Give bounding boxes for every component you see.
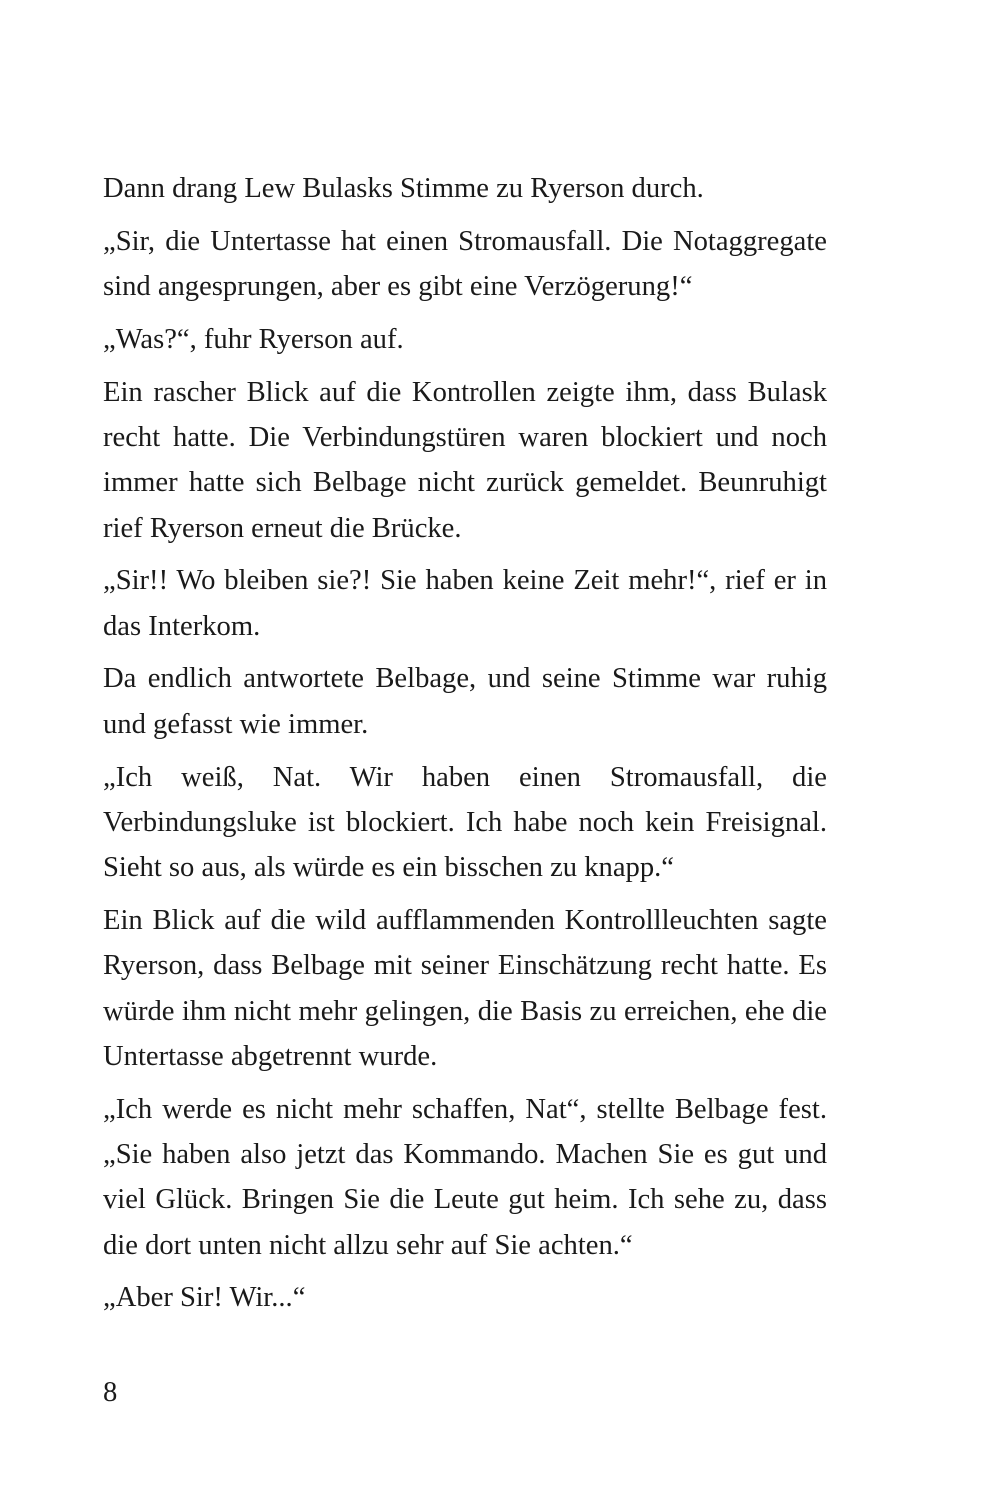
paragraph: „Ich weiß, Nat. Wir haben einen Stromausfall, die Verbindungsluke ist blockiert. Ich habe noch kein Freisignal. Sieht so aus, als würde es ein bisschen zu knapp.“ — [103, 761, 827, 884]
paragraph: Ein Blick auf die wild aufflammenden Kontrollleuchten sagte Ryerson, dass Belbage mit seiner Einschätzung recht hatte. Es würde ihm nicht mehr gelingen, die Basis zu erreichen, ehe die Untertasse abgetrennt wurde. — [103, 904, 827, 1072]
paragraph: Ein rascher Blick auf die Kontrollen zeigte ihm, dass Bulask recht hatte. Die Verbindungstüren waren blockiert und noch immer hatte sich Belbage nicht zurück gemeldet. Beunruhigt rief Ryerson erneut die Brücke. — [103, 376, 827, 544]
page-number: 8 — [103, 1377, 118, 1408]
paragraph: „Sir, die Untertasse hat einen Stromausfall. Die Notaggregate sind angesprungen, aber es gibt eine Verzögerung!“ — [103, 225, 827, 303]
paragraph: „Sir!! Wo bleiben sie?! Sie haben keine Zeit mehr!“, rief er in das Interkom. — [103, 565, 827, 642]
paragraph: Dann drang Lew Bulasks Stimme zu Ryerson durch. — [103, 173, 704, 204]
paragraph: Da endlich antwortete Belbage, und seine Stimme war ruhig und gefasst wie immer. — [103, 663, 827, 740]
paragraph: „Aber Sir! Wir...“ — [103, 1282, 306, 1314]
paragraph: „Ich werde es nicht mehr schaffen, Nat“, stellte Belbage fest. „Sie haben also jetzt das Kommando. Machen Sie es gut und viel Glück. Bringen Sie die Leute gut heim. Ich sehe zu, dass die dort unten nicht allzu sehr auf Sie achten.“ — [103, 1093, 827, 1261]
paragraph: „Was?“, fuhr Ryerson auf. — [103, 323, 404, 355]
body-text — [103, 166, 827, 1328]
